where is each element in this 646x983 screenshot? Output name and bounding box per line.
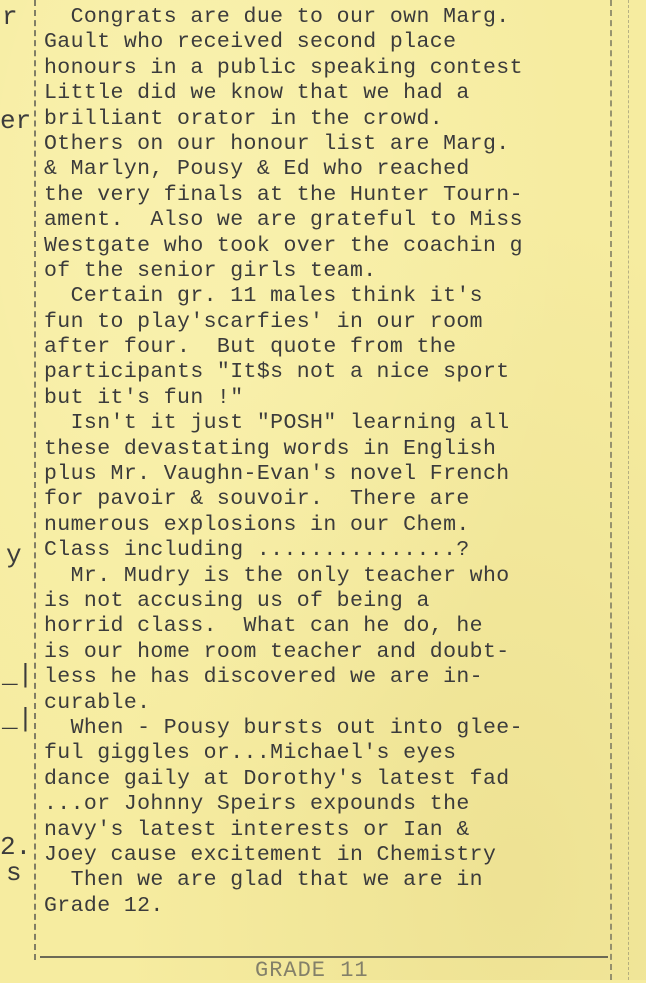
article-line: Congrats are due to our own Marg. xyxy=(44,5,510,29)
article-line: When - Pousy bursts out into glee- xyxy=(44,715,523,740)
article-line: Little did we know that we had a xyxy=(44,81,470,106)
article-line: Then we are glad that we are in xyxy=(44,868,483,893)
margin-fragment: _| xyxy=(2,660,34,690)
article-line: navy's latest interests or Ian & xyxy=(44,817,470,842)
article-line: & Marlyn, Pousy & Ed who reached xyxy=(44,157,470,182)
article-line: Westgate who took over the coachin g xyxy=(44,233,523,258)
article-text-block xyxy=(44,5,614,919)
article-line: after four. But quote from the xyxy=(44,335,457,360)
article-line: Others on our honour list are Marg. xyxy=(44,131,510,156)
article-line: fun to play'scarfies' in our room xyxy=(44,309,483,334)
margin-fragment: _| xyxy=(2,704,34,734)
article-line: is not accusing us of being a xyxy=(44,588,430,613)
article-line: but it's fun !" xyxy=(44,385,244,410)
article-line: brilliant orator in the crowd. xyxy=(44,106,444,131)
left-column-rule xyxy=(34,0,36,960)
article-line: less he has discovered we are in- xyxy=(44,665,483,690)
footer-label: GRADE 11 xyxy=(255,958,369,983)
article-line: Mr. Mudry is the only teacher who xyxy=(44,563,510,588)
article-line: honours in a public speaking contest xyxy=(44,55,523,80)
article-line: ful giggles or...Michael's eyes xyxy=(44,741,457,766)
article-line: the very finals at the Hunter Tourn- xyxy=(44,182,523,207)
article-line: numerous explosions in our Chem. xyxy=(44,512,470,537)
article-line: Gault who received second place xyxy=(44,30,457,55)
article-line: for pavoir & souvoir. There are xyxy=(44,487,470,512)
article-line: horrid class. What can he do, he xyxy=(44,614,483,639)
margin-fragment: y xyxy=(6,540,22,570)
article-line: dance gaily at Dorothy's latest fad xyxy=(44,766,510,791)
article-line: Certain gr. 11 males think it's xyxy=(44,284,483,309)
margin-fragment: 2. xyxy=(0,832,32,862)
article-line: these devastating words in English xyxy=(44,436,497,461)
margin-fragment: s xyxy=(6,858,22,888)
article-line: Isn't it just "POSH" learning all xyxy=(44,411,510,436)
right-edge-rule xyxy=(628,0,629,980)
article-line: Joey cause excitement in Chemistry xyxy=(44,842,497,867)
article-line: Grade 12. xyxy=(44,893,164,918)
article-line: participants "It$s not a nice sport xyxy=(44,360,510,385)
article-line: is our home room teacher and doubt- xyxy=(44,639,510,664)
article-line: plus Mr. Vaughn-Evan's novel French xyxy=(44,462,510,487)
article-line: curable. xyxy=(44,690,151,715)
article-line: of the senior girls team. xyxy=(44,258,377,283)
margin-fragment: r xyxy=(2,2,18,32)
article-line: ...or Johnny Speirs expounds the xyxy=(44,792,470,817)
article-line: Class including ...............? xyxy=(44,538,470,563)
margin-fragment: er xyxy=(0,106,32,136)
article-line: ament. Also we are grateful to Miss xyxy=(44,208,523,233)
